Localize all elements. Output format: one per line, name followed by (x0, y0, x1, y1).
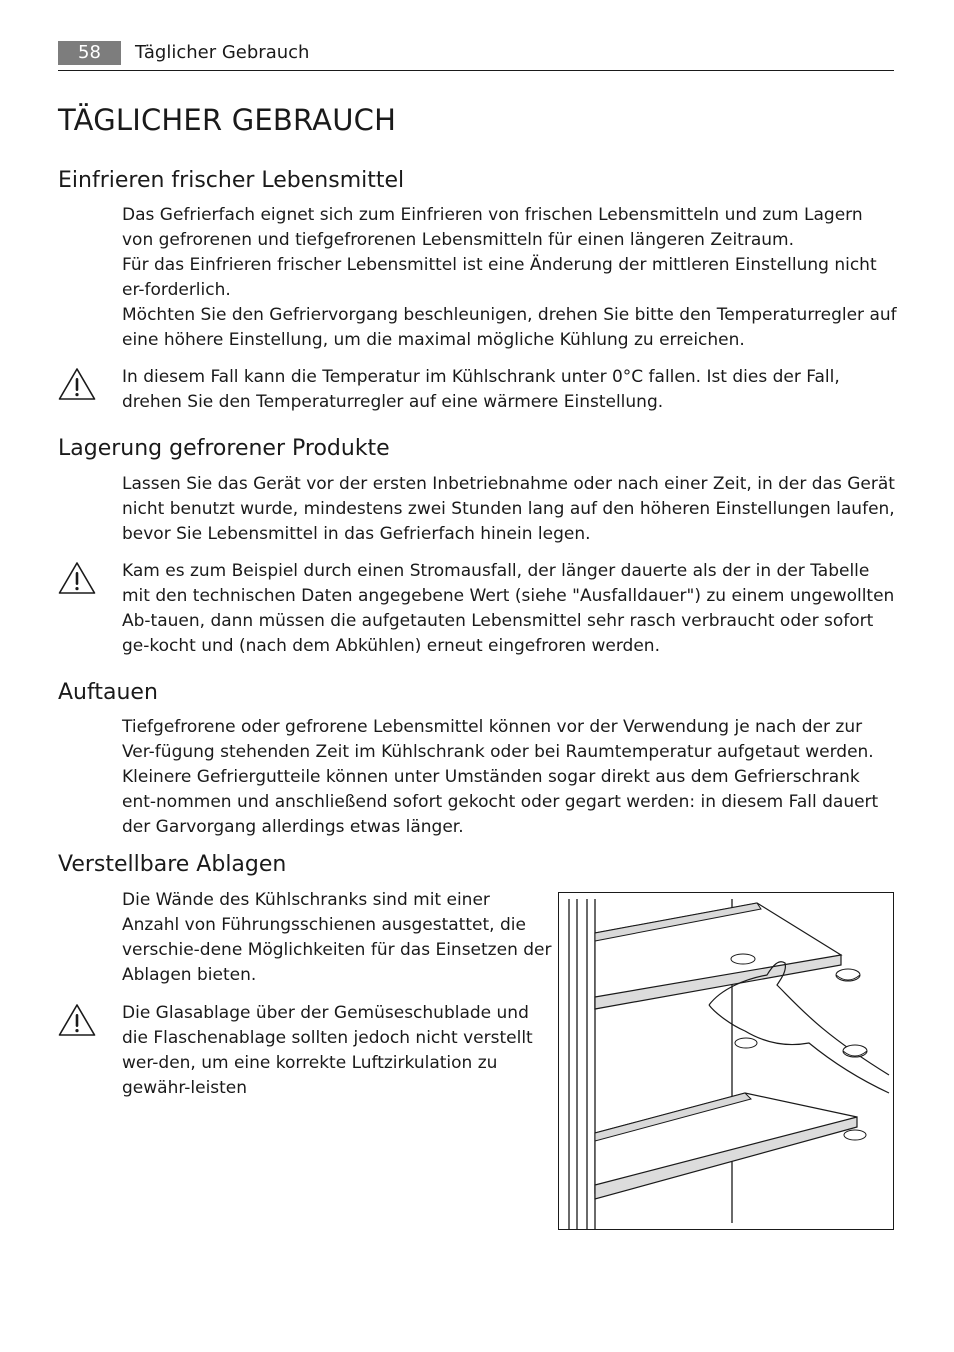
paragraph: Möchten Sie den Gefriervorgang beschleunigen, drehen Sie bitte den Temperaturregler auf eine höhere Einstellung, um die maximal mögliche Kühlung zu erreichen. (122, 305, 897, 350)
section-heading-einfrieren: Einfrieren frischer Lebensmittel (58, 168, 405, 193)
paragraph: Für das Einfrieren frischer Lebensmittel ist eine Änderung der mittleren Einstellung nicht er-forderlich. (122, 255, 877, 300)
running-title: Täglicher Gebrauch (135, 42, 310, 63)
warning-text: Kam es zum Beispiel durch einen Stromausfall, der länger dauerte als der in der Tabelle mit den technischen Daten angegebene Wert (siehe "Ausfalldauer") zu einem ungewollten Ab-tauen, dann müssen die aufgetauten Lebensmittel sehr rasch verbraucht oder sofort ge-kocht und (nach dem Abkühlen) erneut eingefroren werden. (122, 561, 895, 656)
section-heading-auftauen: Auftauen (58, 680, 158, 705)
paragraph: Lassen Sie das Gerät vor der ersten Inbetriebnahme oder nach einer Zeit, in der das Gerät nicht benutzt wurde, mindestens zwei Stunden lang auf den höheren Einstellungen laufen, bevor Sie Lebensmittel in das Gefrierfach hinein legen. (122, 474, 895, 544)
warning-icon (58, 561, 96, 595)
page-title: TÄGLICHER GEBRAUCH (58, 103, 397, 137)
paragraph: Das Gefrierfach eignet sich zum Einfrieren von frischen Lebensmitteln und zum Lagern von gefrorenen und tiefgefrorenen Lebensmitteln für einen längeren Zeitraum. (122, 205, 863, 250)
shelf-illustration (558, 892, 894, 1230)
paragraph: Die Wände des Kühlschranks sind mit einer Anzahl von Führungsschienen ausgestattet, die verschie-dene Möglichkeiten für das Einsetzen der Ablagen bieten. (122, 890, 552, 985)
warning-icon (58, 1003, 96, 1037)
section-heading-lagerung: Lagerung gefrorener Produkte (58, 436, 390, 461)
warning-icon (58, 367, 96, 401)
page-number: 58 (58, 41, 121, 65)
paragraph: Tiefgefrorene oder gefrorene Lebensmittel können vor der Verwendung je nach der zur Ver-fügung stehenden Zeit im Kühlschrank oder bei Raumtemperatur aufgetaut werden. (122, 717, 874, 762)
lower-shelf (595, 1093, 866, 1199)
paragraph: Kleinere Gefriergutteile können unter Umständen sogar direkt aus dem Gefrierschrank ent-nommen und anschließend sofort gekocht oder gegart werden: in diesem Fall dauert der Garvorgang allerdings etwas länger. (122, 767, 879, 837)
warning-text: Die Glasablage über der Gemüseschublade und die Flaschenablage sollten jedoch nicht verstellt wer-den, um eine korrekte Luftzirkulation zu gewähr-leisten (122, 1003, 533, 1098)
upper-shelf (595, 903, 860, 1009)
warning-text: In diesem Fall kann die Temperatur im Kühlschrank unter 0°C fallen. Ist dies der Fall, drehen Sie den Temperaturregler auf eine wärmere Einstellung. (122, 367, 840, 412)
shelf-drawing (559, 893, 893, 1229)
section-heading-ablagen: Verstellbare Ablagen (58, 852, 287, 877)
page-header (58, 38, 894, 71)
